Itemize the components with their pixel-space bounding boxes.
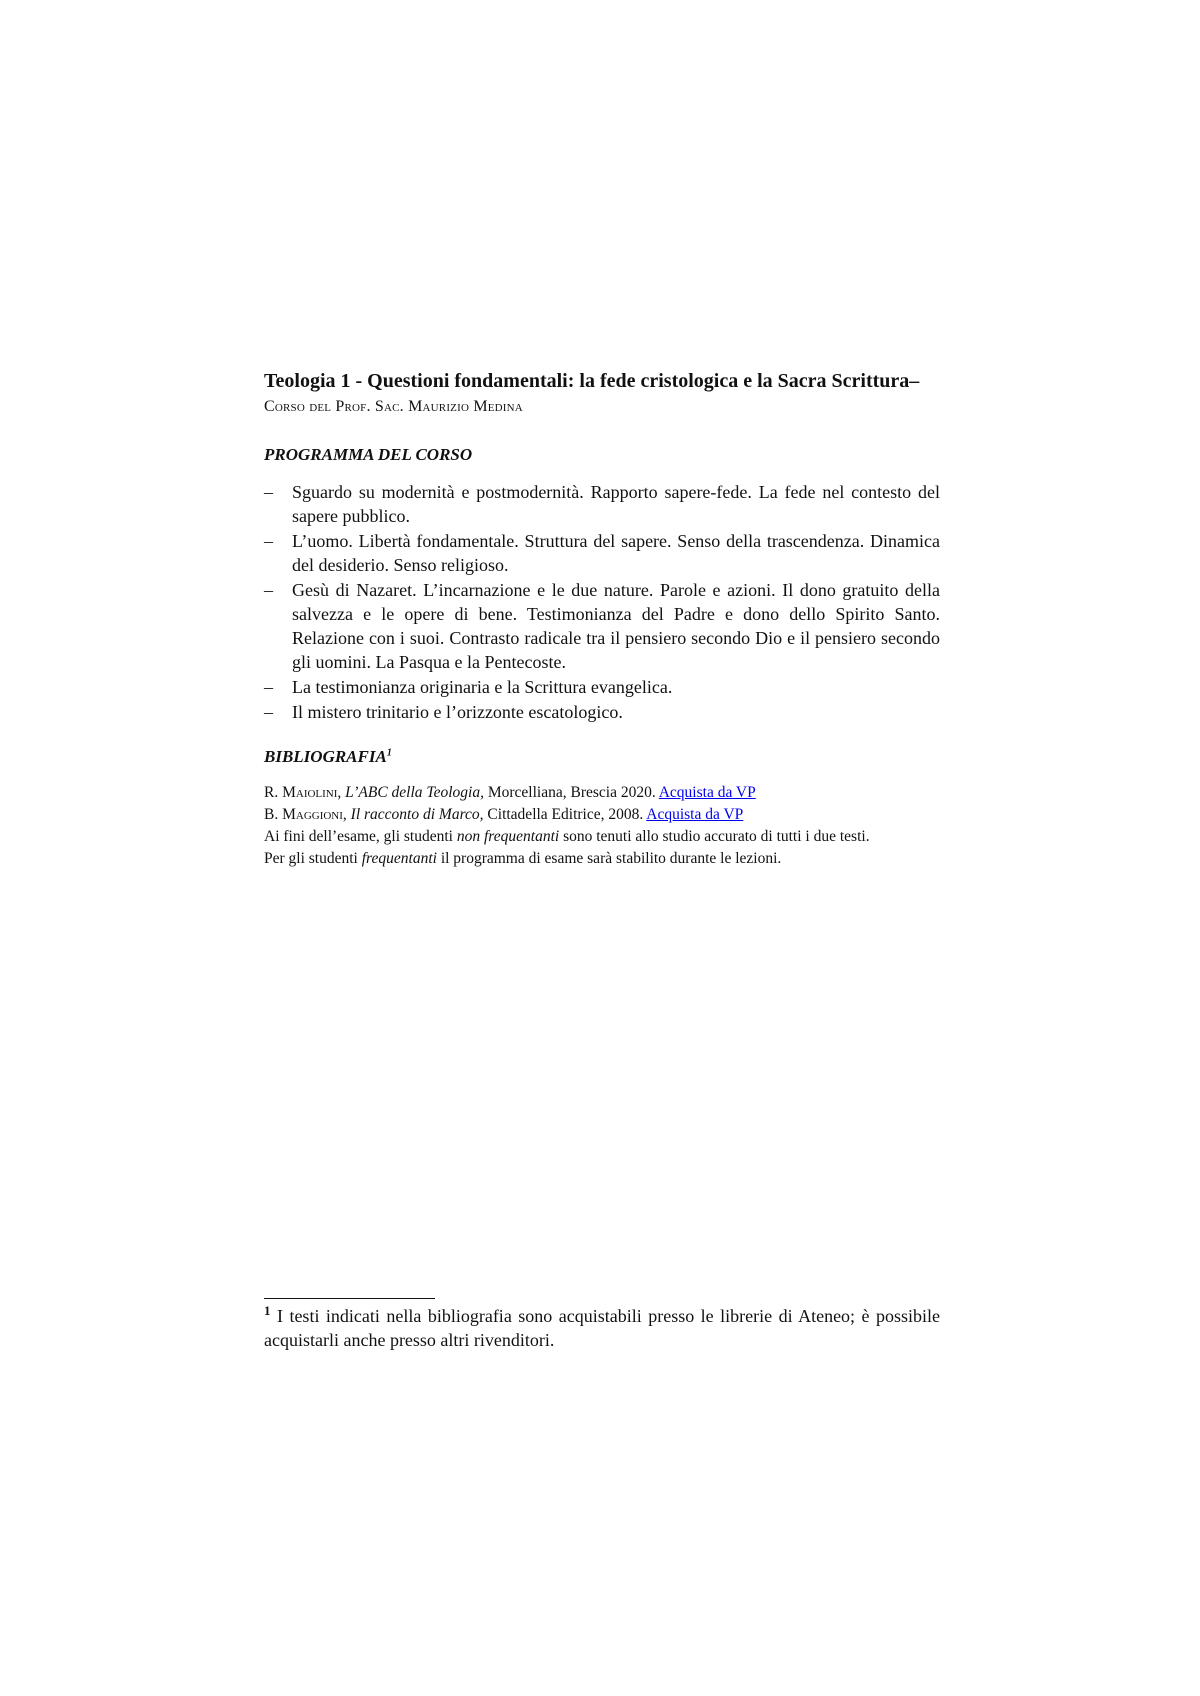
bibliography-entry	[264, 804, 940, 826]
footnote-mark: 1	[264, 1303, 271, 1318]
dash-bullet: –	[264, 531, 273, 551]
note-text: Per gli studenti	[264, 850, 362, 867]
list-item	[264, 480, 940, 528]
entry-author: R. Maiolini,	[264, 784, 342, 801]
note-text: sono tenuti allo studio accurato di tutti i due testi.	[559, 828, 870, 845]
entry-title: L’ABC della Teologia,	[345, 784, 484, 801]
entry-publisher: Cittadella Editrice, 2008.	[483, 806, 647, 823]
entry-title: Il racconto di Marco,	[350, 806, 484, 823]
list-item	[264, 675, 940, 699]
bibliografia-heading	[264, 746, 940, 768]
note-emphasis: non frequentanti	[456, 828, 560, 845]
bibliografia-heading-text: BIBLIOGRAFIA	[264, 747, 387, 766]
list-item-text: Sguardo su modernità e postmodernità. Rapporto sapere-fede. La fede nel contesto del sapere pubblico.	[292, 482, 940, 526]
exam-note-non-attending	[264, 826, 940, 848]
bibliography-entry	[264, 782, 940, 804]
footnote	[264, 1304, 940, 1352]
dash-bullet: –	[264, 580, 273, 600]
course-content	[264, 368, 940, 870]
list-item	[264, 700, 940, 724]
list-item	[264, 529, 940, 577]
note-emphasis: frequentanti	[361, 850, 437, 867]
bibliography	[264, 782, 940, 870]
list-item-text: Il mistero trinitario e l’orizzonte escatologico.	[292, 702, 623, 722]
list-item-text: La testimonianza originaria e la Scrittura evangelica.	[292, 677, 673, 697]
note-text: Ai fini dell’esame, gli studenti	[264, 828, 457, 845]
footnote-text: I testi indicati nella bibliografia sono acquistabili presso le librerie di Ateneo; è possibile acquistarli anche presso altri rivenditori.	[264, 1306, 940, 1350]
program-list	[264, 480, 940, 724]
course-author: Corso del Prof. Sac. Maurizio Medina	[264, 398, 523, 415]
programma-heading: PROGRAMMA DEL CORSO	[264, 445, 473, 464]
entry-author: B. Maggioni,	[264, 806, 347, 823]
dash-bullet: –	[264, 677, 273, 697]
buy-link[interactable]: Acquista da VP	[646, 806, 744, 823]
dash-bullet: –	[264, 482, 273, 502]
list-item-text: L’uomo. Libertà fondamentale. Struttura del sapere. Senso della trascendenza. Dinamica del desiderio. Senso religioso.	[292, 531, 940, 575]
list-item-text: Gesù di Nazaret. L’incarnazione e le due nature. Parole e azioni. Il dono gratuito della salvezza e le opere di bene. Testimonianza del Padre e dono dello Spirito Santo. Relazione con i suoi. Contrasto radicale tra il pensiero secondo Dio e il pensiero secondo gli uomini. La Pasqua e la Pentecoste.	[292, 580, 940, 672]
course-title: Teologia 1 - Questioni fondamentali: la fede cristologica e la Sacra Scrittura–	[264, 370, 920, 392]
footnote-reference[interactable]: 1	[386, 747, 392, 759]
list-item	[264, 578, 940, 674]
dash-bullet: –	[264, 702, 273, 722]
note-text: il programma di esame sarà stabilito durante le lezioni.	[436, 850, 782, 867]
entry-publisher: Morcelliana, Brescia 2020.	[483, 784, 659, 801]
footnote-divider	[264, 1298, 435, 1299]
buy-link[interactable]: Acquista da VP	[658, 784, 756, 801]
exam-note-attending	[264, 848, 940, 870]
